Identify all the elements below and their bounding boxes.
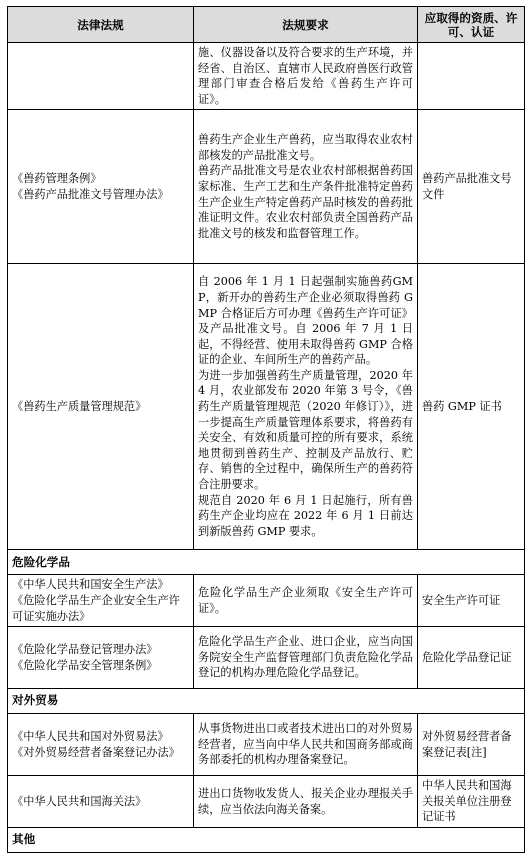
license-cell: 兽药产品批准文号文件 (418, 110, 525, 264)
law-name: 《兽药管理条例》 (12, 172, 102, 186)
law-name: 《中华人民共和国安全生产法》 (12, 578, 169, 592)
requirement-paragraph: 自 2006 年 1 月 1 日起强制实施兽药GMP，新开办的兽药生产企业必须取得兽药 GMP 合格证后方可办理《兽药生产许可证》及产品批准文号。自 2006 年 7 月 1 日起，不得经营、使用未取得兽药 GMP 合格证的企业、车间所生产的兽药产品。 (198, 275, 413, 367)
requirement-paragraph: 兽药产品批准文号是农业农村部根据兽药国家标准、生产工艺和生产条件批准特定兽药生产企业生产特定兽药产品时核发的兽药批准证明文件。农业农村部负责全国兽药产品批准文号的核发和监督管理工作。 (198, 164, 413, 240)
law-cell: 《中华人民共和国海关法》 (8, 776, 194, 828)
requirement-paragraph: 规范自 2020 年 6 月 1 日起施行，所有兽药生产企业均应在 2022 年 6 月 1 日前达到新版兽药 GMP 要求。 (198, 493, 413, 538)
requirement-cell: 从事货物进出口或者技术进出口的对外贸易经营者，应当向中华人民共和国商务部或商务部委托的机构办理备案登记。 (194, 714, 418, 776)
table-row (8, 264, 525, 550)
regulation-table (7, 6, 525, 853)
law-cell (8, 110, 194, 264)
law-name: 《危险化学品生产企业安全生产许可证实施办法》 (12, 593, 180, 623)
law-name: 《中华人民共和国对外贸易法》 (12, 730, 169, 744)
table-row (8, 43, 525, 110)
law-name: 《危险化学品安全管理条例》 (12, 658, 158, 672)
requirement-cell (194, 264, 418, 550)
table-row (8, 627, 525, 689)
license-cell: 安全生产许可证 (418, 575, 525, 627)
license-cell: 兽药 GMP 证书 (418, 264, 525, 550)
section-title-other: 其他 (8, 827, 525, 852)
license-cell (418, 43, 525, 110)
law-cell (8, 714, 194, 776)
license-cell: 对外贸易经营者备案登记表[注] (418, 714, 525, 776)
section-title-hazardous: 危险化学品 (8, 550, 525, 575)
header-license: 应取得的资质、许可、认证 (418, 7, 525, 43)
section-row (8, 689, 525, 714)
header-requirement: 法规要求 (194, 7, 418, 43)
requirement-paragraph: 为进一步加强兽药生产质量管理，2020 年 4 月，农业部发布 2020 年第 3 号令，《兽药生产质量管理规范（2020 年修订）》，进一步提高生产质量管理体系要求，将兽药有关安全、有效和质量可控的所有要求，系统地贯彻到兽药生产、控制及产品放行、贮存、销售的全过程中，确保所生产的兽药符合注册要求。 (198, 368, 413, 492)
table-row (8, 776, 525, 828)
requirement-cell: 危险化学品生产企业、进口企业，应当向国务院安全生产监督管理部门负责危险化学品登记的机构办理危险化学品登记。 (194, 627, 418, 689)
requirement-cell (194, 110, 418, 264)
header-law: 法律法规 (8, 7, 194, 43)
section-title-trade: 对外贸易 (8, 689, 525, 714)
section-row (8, 550, 525, 575)
requirement-cell: 施、仪器设备以及符合要求的生产环境，并经省、自治区、直辖市人民政府兽医行政管理部门审查合格后发给《兽药生产许可证》。 (194, 43, 418, 110)
law-cell: 《兽药生产质量管理规范》 (8, 264, 194, 550)
requirement-paragraph: 兽药生产企业生产兽药，应当取得农业农村部核发的产品批准文号。 (198, 133, 413, 162)
law-name: 《兽药产品批准文号管理办法》 (12, 187, 169, 201)
law-cell (8, 627, 194, 689)
table-row (8, 714, 525, 776)
requirement-cell: 危险化学品生产企业须取《安全生产许可证》。 (194, 575, 418, 627)
license-cell: 中华人民共和国海关报关单位注册登记证书 (418, 776, 525, 828)
law-name: 《对外贸易经营者备案登记办法》 (12, 745, 180, 759)
table-header-row (8, 7, 525, 43)
law-name: 《危险化学品登记管理办法》 (12, 643, 158, 657)
law-cell (8, 575, 194, 627)
license-cell: 危险化学品登记证 (418, 627, 525, 689)
table-row (8, 575, 525, 627)
requirement-cell: 进出口货物收发货人、报关企业办理报关手续，应当依法向海关备案。 (194, 776, 418, 828)
section-row (8, 827, 525, 852)
table-row (8, 110, 525, 264)
law-cell (8, 43, 194, 110)
